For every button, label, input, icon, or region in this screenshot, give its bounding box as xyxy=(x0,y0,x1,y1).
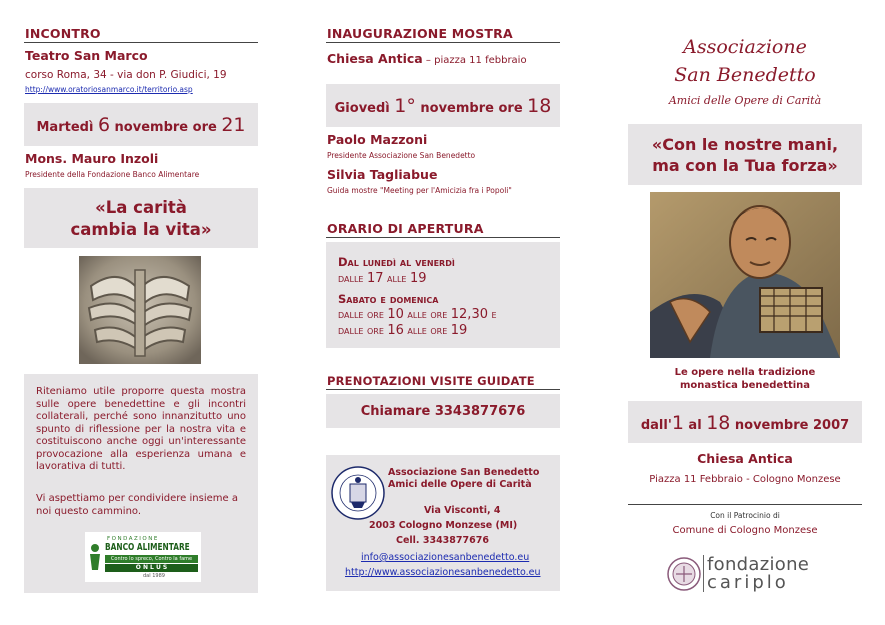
range-start: 1 xyxy=(671,412,684,434)
weekend-hours-1 xyxy=(338,307,497,322)
assoc-website-link[interactable]: http://www.associazionesanbenedetto.eu xyxy=(345,567,541,578)
venue-name: Chiesa Antica xyxy=(327,51,423,66)
hours-num: 19 xyxy=(450,323,468,338)
patron-name: Comune di Cologno Monzese xyxy=(672,525,818,536)
range-text: al xyxy=(683,418,707,433)
caption-line-1: Le opere nella tradizione xyxy=(674,367,816,378)
range-end: 18 xyxy=(706,412,731,434)
hours-num: 16 xyxy=(387,323,404,338)
logo-divider xyxy=(703,555,704,592)
venue-url-link[interactable]: http://www.oratoriosanmarco.it/territorio.asp xyxy=(25,85,193,94)
logo-motto: Contro lo spreco, Contro la fame xyxy=(105,555,198,563)
sponsor-word-1: fondazione xyxy=(707,554,810,575)
assoc-city: 2003 Cologno Monzese (MI) xyxy=(369,520,518,531)
inauguration-heading: INAUGURAZIONE MOSTRA xyxy=(327,26,513,41)
venue-address: piazza 11 febbraio xyxy=(434,55,527,66)
hours-text: dalle ore xyxy=(338,308,388,321)
speaker-2-role: Guida mostre "Meeting per l'Amicizia fra i Popoli" xyxy=(327,186,512,195)
contact-box xyxy=(326,455,560,591)
date-day: 1° xyxy=(394,95,416,117)
speaker-name: Mons. Mauro Inzoli xyxy=(25,151,159,166)
fondazione-cariplo-logo xyxy=(667,555,827,593)
quote-box-1 xyxy=(24,188,258,248)
invitation-paragraph: Vi aspettiamo per condividere insieme a noi questo cammino. xyxy=(36,493,238,517)
caption-line-2: monastica benedettina xyxy=(679,380,811,391)
assoc-email-link[interactable]: info@associazionesanbenedetto.eu xyxy=(361,552,530,563)
title-block xyxy=(628,33,862,89)
hours-text: alle ore xyxy=(403,308,451,321)
incontro-heading: INCONTRO xyxy=(25,26,101,41)
hours-num: 12,30 xyxy=(450,307,488,322)
date-mid: novembre ore xyxy=(110,120,222,135)
venue-sep: – xyxy=(422,55,435,66)
hours-text: alle ore xyxy=(403,324,451,337)
date-day: 6 xyxy=(97,114,111,136)
hours-text: alle xyxy=(383,272,410,285)
range-text: novembre 2007 xyxy=(730,418,850,433)
assoc-phone: Cell. 3343877676 xyxy=(396,535,489,546)
assoc-subtitle: Amici delle Opere di Carità xyxy=(388,479,532,490)
hours-num: 17 xyxy=(366,271,384,286)
speaker-1-name: Paolo Mazzoni xyxy=(327,132,428,147)
divider xyxy=(24,42,258,43)
motto-line-1: «Con le nostre mani, xyxy=(651,135,839,154)
hours-heading: ORARIO DI APERTURA xyxy=(327,221,484,236)
association-seal-logo xyxy=(331,466,385,520)
sponsor-word-2: cariplo xyxy=(707,572,789,593)
hours-text: dalle ore xyxy=(338,324,388,337)
date-time: 18 xyxy=(527,95,552,117)
exhibit-address: Piazza 11 Febbraio - Cologno Monzese xyxy=(649,474,841,485)
hours-box xyxy=(326,242,560,348)
logo-main-text: BANCO ALIMENTARE xyxy=(105,542,190,553)
booking-box xyxy=(326,394,560,428)
stone-relief-image xyxy=(79,256,201,364)
date-prefix: Martedì xyxy=(36,120,98,135)
quote-line-2: cambia la vita» xyxy=(70,220,212,239)
divider xyxy=(326,237,560,238)
inauguration-venue xyxy=(327,48,527,67)
assoc-street: Via Visconti, 4 xyxy=(424,505,501,516)
logo-year: dal 1989 xyxy=(143,573,165,579)
date-time: 21 xyxy=(221,114,246,136)
hours-num: 10 xyxy=(387,307,404,322)
assoc-name: Associazione San Benedetto xyxy=(388,467,540,478)
banco-alimentare-logo xyxy=(85,532,201,582)
weekday-hours xyxy=(338,271,427,286)
divider xyxy=(628,504,862,505)
weekend-title: Sabato e domenica xyxy=(338,292,439,306)
divider xyxy=(326,389,560,390)
intro-box xyxy=(24,374,258,593)
logo-onlus: O N L U S xyxy=(105,564,198,572)
weekend-hours-2 xyxy=(338,323,467,338)
exhibit-place: Chiesa Antica xyxy=(697,451,793,466)
divider xyxy=(326,42,560,43)
quote-line-1: «La carità xyxy=(95,198,187,217)
title-line-2: San Benedetto xyxy=(674,64,816,86)
speaker-role: Presidente della Fondazione Banco Alimentare xyxy=(25,170,200,179)
date-box-1 xyxy=(24,103,258,146)
venue-title: Teatro San Marco xyxy=(25,48,148,63)
motto-box xyxy=(628,124,862,185)
hours-text: e xyxy=(487,308,497,321)
date-box-2 xyxy=(326,84,560,127)
date-mid: novembre ore xyxy=(415,101,528,116)
venue-address: corso Roma, 34 - via don P. Giudici, 19 xyxy=(25,69,227,81)
weekday-title: Dal lunedì al venerdì xyxy=(338,255,455,269)
patronage-label: Con il Patrocinio di xyxy=(710,511,780,520)
speaker-1-role: Presidente Associazione San Benedetto xyxy=(327,151,476,160)
hours-text: dalle xyxy=(338,272,367,285)
range-text: dall' xyxy=(640,418,672,433)
title-subtitle: Amici delle Opere di Carità xyxy=(668,94,822,107)
booking-phone: Chiamare 3343877676 xyxy=(360,404,526,419)
booking-heading: PRENOTAZIONI VISITE GUIDATE xyxy=(327,374,535,388)
motto-line-2: ma con la Tua forza» xyxy=(652,156,838,175)
hours-num: 19 xyxy=(409,271,427,286)
image-caption xyxy=(628,366,862,392)
date-prefix: Giovedì xyxy=(334,101,395,116)
title-line-1: Associazione xyxy=(683,36,807,58)
cariplo-seal-icon xyxy=(667,557,701,591)
logo-top-text: FONDAZIONE xyxy=(107,536,159,542)
date-range-box xyxy=(628,401,862,443)
speaker-2-name: Silvia Tagliabue xyxy=(327,167,438,182)
monk-painting-image xyxy=(650,192,840,358)
intro-paragraph: Riteniamo utile proporre questa mostra sulle opere benedettine e gli incontri collaterali, perché sono innanzitutto uno spunto di riflessione per la nostra vita e costituiscono anche oggi un'interessante provocazione alla esperienza umana e lavorativa di tutti. xyxy=(36,386,246,472)
